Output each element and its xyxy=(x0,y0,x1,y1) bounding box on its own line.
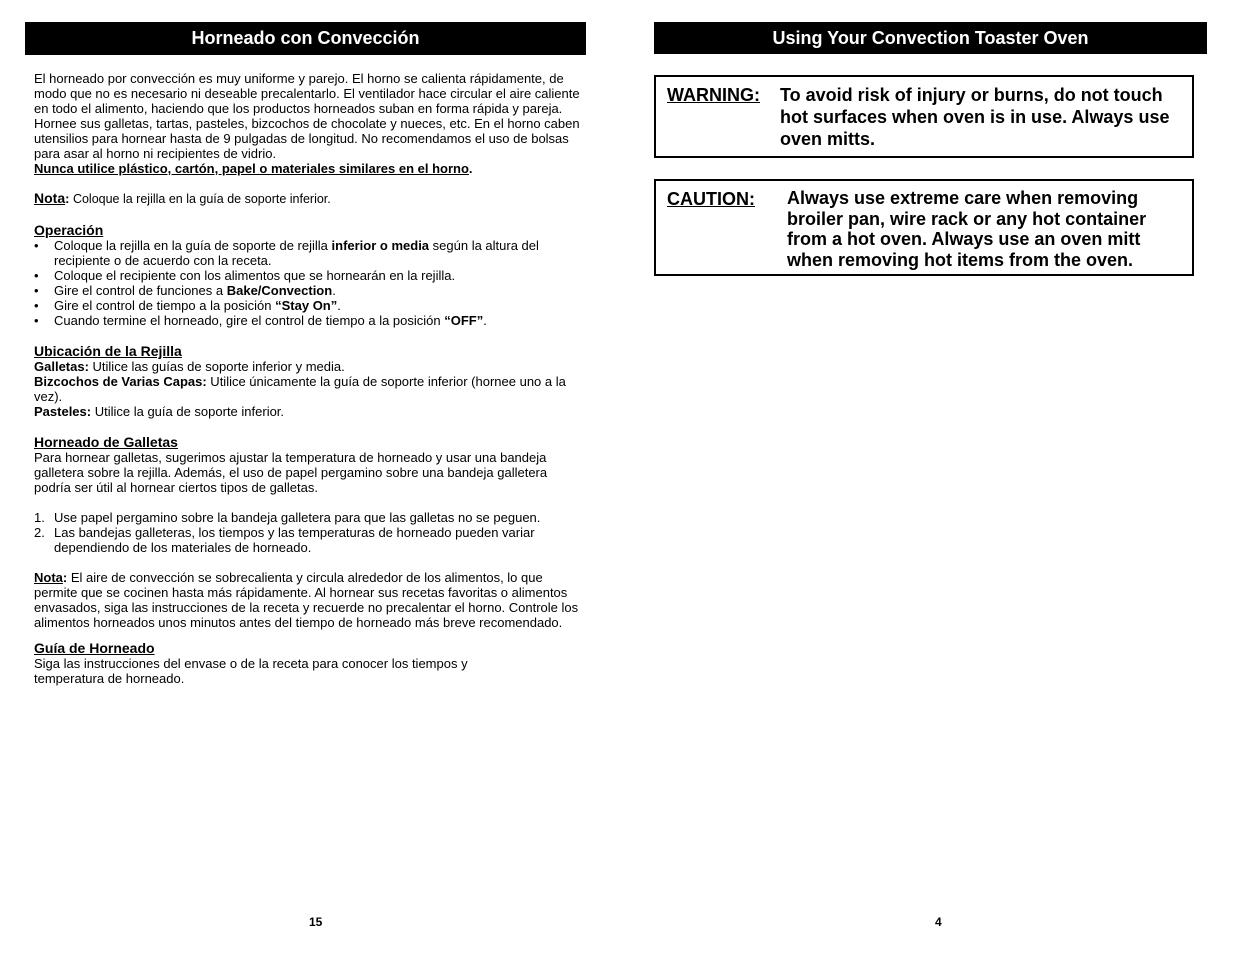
list-item: • Coloque el recipiente con los alimentos que se hornearán en la rejilla. xyxy=(34,268,586,283)
operacion-heading: Operación xyxy=(34,222,104,238)
page-number: 15 xyxy=(309,915,323,929)
warning-label: WARNING: xyxy=(667,85,760,105)
intro-paragraph-1: El horneado por convección es muy uniforme y parejo. El horno se calienta rápidamente, de modo que no es necesario ni deseable precalentarlo. El ventilador hace circular el aire caliente en todo el alimento, haciendo que los productos horneados suban en forma rápida y pareja. xyxy=(34,71,580,116)
operacion-list xyxy=(34,238,586,328)
right-page-header: Using Your Convection Toaster Oven xyxy=(654,22,1207,54)
caution-box xyxy=(654,179,1194,276)
ubicacion-heading: Ubicación de la Rejilla xyxy=(34,343,182,359)
guia-heading: Guía de Horneado xyxy=(34,640,155,656)
rack-position-row: Pasteles: Utilice la guía de soporte inferior. xyxy=(34,404,285,419)
caution-label: CAUTION: xyxy=(667,189,755,209)
note-label: Nota xyxy=(34,190,66,206)
warning-box xyxy=(654,75,1194,158)
plastic-warning: Nunca utilice plástico, cartón, papel o materiales similares en el horno xyxy=(34,161,469,176)
galletas-list xyxy=(34,510,586,555)
left-page-header: Horneado con Convección xyxy=(25,22,586,55)
list-item: • Gire el control de funciones a Bake/Convection. xyxy=(34,283,586,298)
list-item: • Gire el control de tiempo a la posición “Stay On”. xyxy=(34,298,586,313)
list-item: 1. Use papel pergamino sobre la bandeja galletera para que las galletas no se peguen. xyxy=(34,510,541,525)
note-rack: Nota: Coloque la rejilla en la guía de soporte inferior. xyxy=(34,190,331,206)
note-label: Nota xyxy=(34,570,63,585)
galletas-heading: Horneado de Galletas xyxy=(34,434,178,450)
list-item: • Cuando termine el horneado, gire el control de tiempo a la posición “OFF”. xyxy=(34,313,586,328)
warning-text: To avoid risk of injury or burns, do not touch hot surfaces when oven is in use. Always use oven mitts. xyxy=(780,85,1170,149)
rack-position-row: Galletas: Utilice las guías de soporte inferior y media. xyxy=(34,359,345,374)
page-number: 4 xyxy=(935,915,942,929)
galletas-text: Para hornear galletas, sugerimos ajustar la temperatura de horneado y usar una bandeja galletera sobre la rejilla. Además, el uso de papel pergamino sobre una bandeja galletera podría ser útil al hornear ciertos tipos de galletas. xyxy=(34,450,548,495)
list-item: • Coloque la rejilla en la guía de soporte de rejilla inferior o media según la altura del recipiente o de acuerdo con la receta. xyxy=(34,238,586,268)
intro-paragraph-2: Hornee sus galletas, tartas, pasteles, bizcochos de chocolate y nueces, etc. En el horno caben utensilios para hornear hasta de 9 pulgadas de longitud. No recomendamos el uso de bolsas para asar al horno ni recipientes de vidrio. xyxy=(34,116,580,161)
list-item: 2. Las bandejas galleteras, los tiempos y las temperaturas de horneado pueden variar dependiendo de los materiales de horneado. xyxy=(34,525,535,555)
note-text: Coloque la rejilla en la guía de soporte inferior. xyxy=(69,192,331,206)
note-text: El aire de convección se sobrecalienta y circula alrededor de los alimentos, lo que permite que se cocinen hasta más rápidamente. Al hornear sus recetas favoritas o alimentos envasados, siga las instrucciones de la receta y recuerde no precalentar el horno. Controle los alimentos horneados unos minutos antes del tiempo de horneado más breve recomendado. xyxy=(34,570,579,630)
guia-text: Siga las instrucciones del envase o de la receta para conocer los tiempos y temperatura de horneado. xyxy=(34,656,468,686)
left-page-content xyxy=(34,71,586,686)
rack-position-row: Bizcochos de Varias Capas: Utilice únicamente la guía de soporte inferior (hornee uno a la vez). xyxy=(34,374,566,404)
intro-warning-line: Nunca utilice plástico, cartón, papel o materiales similares en el horno. xyxy=(34,161,473,176)
note-convection: Nota: El aire de convección se sobrecalienta y circula alrededor de los alimentos, lo que permite que se cocinen hasta más rápidamente. Al hornear sus recetas favoritas o alimentos envasados, siga las instrucciones de la receta y recuerde no precalentar el horno. Controle los alimentos horneados unos minutos antes del tiempo de horneado más breve recomendado. xyxy=(34,570,579,630)
caution-text: Always use extreme care when removing broiler pan, wire rack or any hot container from a hot oven. Always use an oven mitt when removing hot items from the oven. xyxy=(787,188,1147,270)
